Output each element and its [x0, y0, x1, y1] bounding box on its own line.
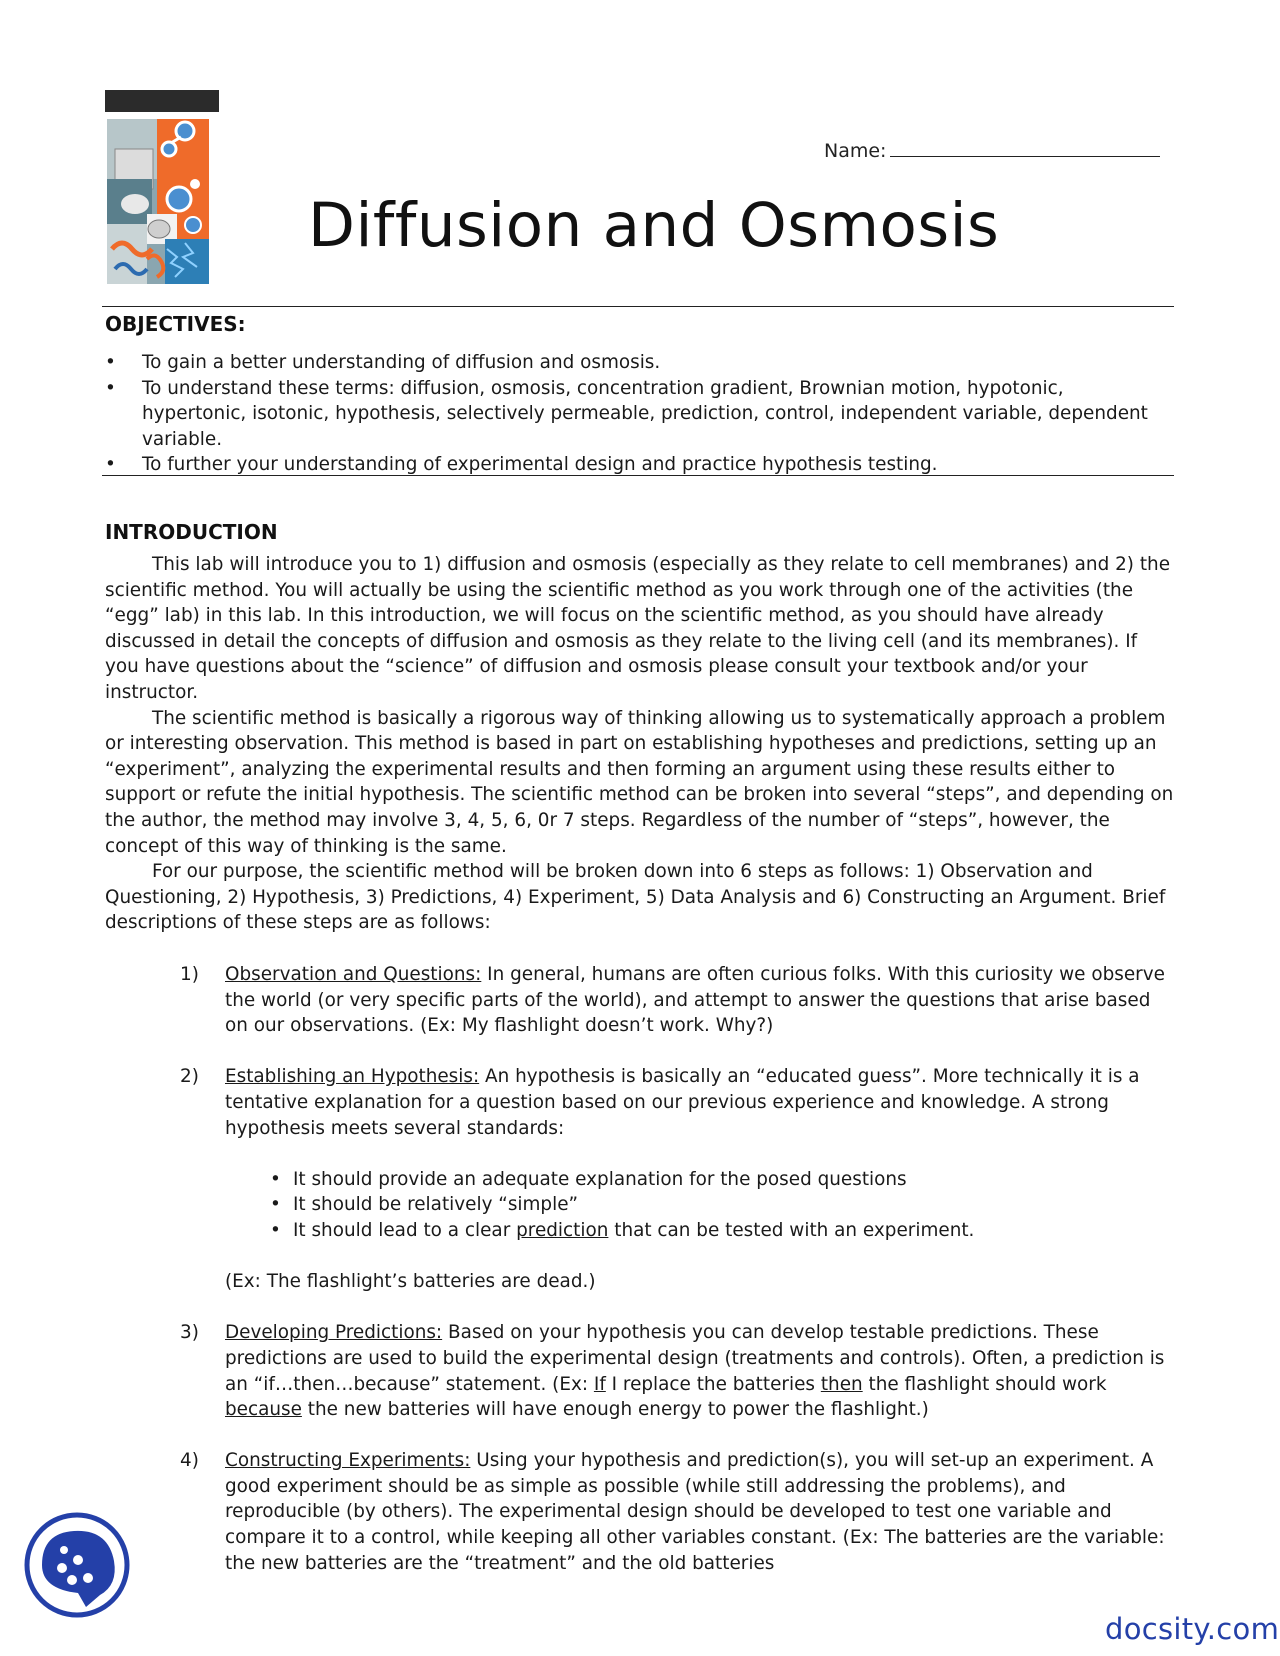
introduction-body: [105, 552, 1175, 936]
divider-top: [102, 306, 1174, 307]
step-experiments: [105, 1448, 1175, 1576]
step-observation: [105, 962, 1175, 1039]
step-number: 4): [180, 1450, 199, 1472]
objectives-heading: OBJECTIVES:: [105, 312, 246, 336]
step-text: the flashlight should work: [862, 1373, 1107, 1395]
standard-text: It should lead to a clear: [293, 1219, 517, 1241]
docsity-logo-icon: [22, 1510, 132, 1620]
standard-item: • It should provide an adequate explanation for the posed questions: [225, 1167, 1175, 1193]
standard-underlined-word: prediction: [516, 1219, 609, 1241]
step-underlined-word: because: [225, 1399, 302, 1421]
step-title: Developing Predictions:: [225, 1322, 443, 1344]
cell-illustration: [107, 119, 209, 284]
step-title: Constructing Experiments:: [225, 1450, 471, 1472]
name-blank-line: [890, 138, 1160, 157]
step-predictions: [105, 1320, 1175, 1422]
step-number: 3): [180, 1322, 199, 1344]
step-text: Using your hypothesis and prediction(s), you will set-up an experiment. A good experiment should be as simple as possible (while still addressing the problems), and reproducible (by others). The experimental design should be developed to test one variable and compare it to a control, while keeping all other variables constant. (Ex: The batteries are the variable: the new batteries are the “treatment” and the old batteries: [225, 1450, 1165, 1574]
step-text: An hypothesis is basically an “educated guess”. More technically it is a tentative explanation for a question based on our previous experience and knowledge. A strong hypothesis meets several standards:: [225, 1066, 1140, 1139]
intro-paragraph: This lab will introduce you to 1) diffusion and osmosis (especially as they relate to cell membranes) and 2) the scientific method. You will actually be using the scientific method as you work through one of the activities (the “egg” lab) in this lab. In this introduction, we will focus on the scientific method, as you should have already discussed in detail the concepts of diffusion and osmosis as they relate to the living cell (and its membranes). If you have questions about the “science” of diffusion and osmosis please consult your textbook and/or your instructor.: [105, 554, 1171, 703]
divider-bottom: [102, 475, 1174, 476]
intro-paragraph: For our purpose, the scientific method will be broken down into 6 steps as follows: 1) Observation and Questioning, 2) Hypothesis, 3) Predictions, 4) Experiment, 5) Data Analysis and 6) Constructing an Argument. Brief descriptions of these steps are as follows:: [105, 861, 1166, 934]
scientific-method-steps: [105, 962, 1175, 1602]
step-text: I replace the batteries: [605, 1373, 821, 1395]
standard-item: [225, 1218, 1175, 1244]
name-label: Name:: [824, 140, 887, 162]
objectives-list: [105, 350, 1170, 478]
step-underlined-word: If: [593, 1373, 606, 1395]
step-hypothesis: [105, 1064, 1175, 1294]
step-number: 2): [180, 1066, 199, 1088]
step-underlined-word: then: [820, 1373, 863, 1395]
step-number: 1): [180, 964, 199, 985]
page-title: Diffusion and Osmosis: [308, 190, 1000, 261]
step-text: In general, humans are often curious folks. With this curiosity we observe the world (or very specific parts of the world), and attempt to answer the questions that arise based on our observations. (Ex: My flashlight doesn’t work. Why?): [225, 964, 1165, 1037]
objective-item: • To understand these terms: diffusion, osmosis, concentration gradient, Brownian motion, hypotonic, hypertonic, isotonic, hypothesis, selectively permeable, prediction, control, independent variable, dependent variable.: [105, 376, 1170, 453]
intro-paragraph: The scientific method is basically a rigorous way of thinking allowing us to systematically approach a problem or interesting observation. This method is based in part on establishing hypotheses and predictions, setting up an “experiment”, analyzing the experimental results and then forming an argument using these results either to support or refute the initial hypothesis. The scientific method can be broken into several “steps”, and depending on the author, the method may involve 3, 4, 5, 6, 0r 7 steps. Regardless of the number of “steps”, however, the concept of this way of thinking is the same.: [105, 707, 1174, 857]
step-title: Observation and Questions:: [225, 964, 482, 985]
standard-text: that can be tested with an experiment.: [608, 1219, 975, 1241]
docsity-brand-link[interactable]: docsity.com: [1105, 1612, 1280, 1646]
hypothesis-example: (Ex: The flashlight’s batteries are dead.): [225, 1271, 596, 1293]
header-bar: [105, 90, 219, 112]
hypothesis-standards-list: [225, 1167, 1175, 1244]
step-title: Establishing an Hypothesis:: [225, 1066, 480, 1088]
step-text: Based on your hypothesis you can develop testable predictions. These predictions are used to build the experimental design (treatments and controls). Often, a prediction is an “if…then…because” statement. (Ex:: [225, 1322, 1165, 1395]
objective-item: • To gain a better understanding of diffusion and osmosis.: [105, 350, 1170, 376]
objective-item: • To further your understanding of experimental design and practice hypothesis testing.: [105, 452, 1170, 478]
standard-item: • It should be relatively “simple”: [225, 1192, 1175, 1218]
step-text: the new batteries will have enough energy to power the flashlight.): [301, 1399, 929, 1421]
introduction-heading: INTRODUCTION: [105, 520, 278, 544]
name-field: [824, 138, 1160, 162]
